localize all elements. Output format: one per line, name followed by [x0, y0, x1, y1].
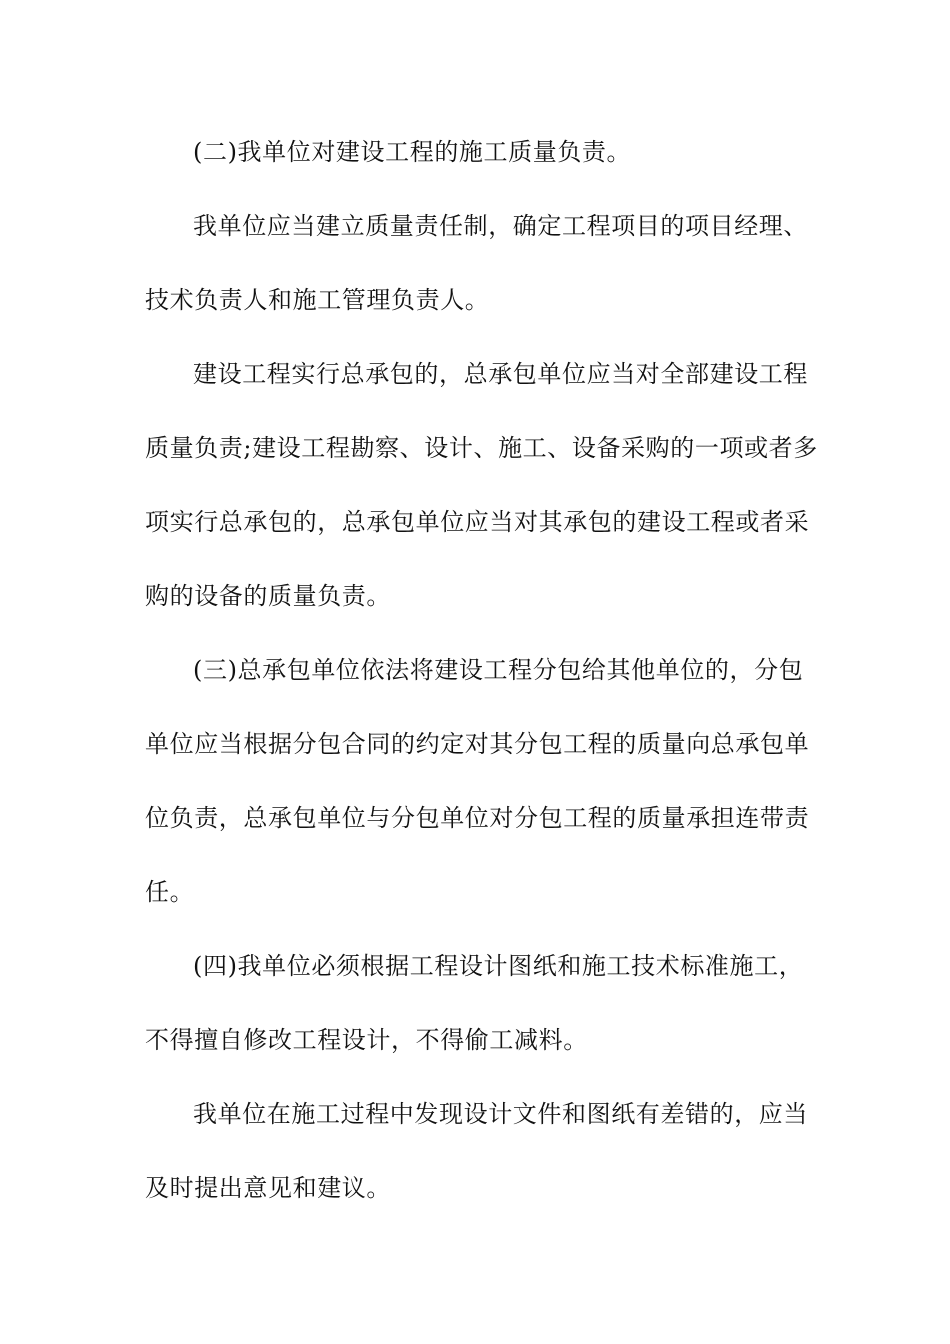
- paragraph-line: 项实行总承包的，总承包单位应当对其承包的建设工程或者采: [145, 508, 810, 536]
- paragraph-line: (四)我单位必须根据工程设计图纸和施工技术标准施工，: [193, 952, 804, 980]
- paragraph-line: (二)我单位对建设工程的施工质量负责。: [193, 138, 632, 166]
- paragraph-line: 质量负责;建设工程勘察、设计、施工、设备采购的一项或者多: [145, 434, 818, 462]
- paragraph-line: 单位应当根据分包合同的约定对其分包工程的质量向总承包单: [145, 730, 810, 758]
- paragraph-line: 及时提出意见和建议。: [145, 1174, 391, 1202]
- paragraph-line: 建设工程实行总承包的，总承包单位应当对全部建设工程: [193, 360, 808, 388]
- paragraph-line: 不得擅自修改工程设计，不得偷工减料。: [145, 1026, 588, 1054]
- document-page: [145, 0, 818, 1344]
- paragraph-line: (三)总承包单位依法将建设工程分包给其他单位的，分包: [193, 656, 804, 684]
- paragraph-line: 购的设备的质量负责。: [145, 582, 391, 610]
- paragraph-line: 我单位应当建立质量责任制，确定工程项目的项目经理、: [193, 212, 808, 240]
- paragraph-line: 我单位在施工过程中发现设计文件和图纸有差错的，应当: [193, 1100, 808, 1128]
- paragraph-line: 任。: [145, 878, 195, 906]
- paragraph-line: 技术负责人和施工管理负责人。: [145, 286, 490, 314]
- paragraph-line: 位负责，总承包单位与分包单位对分包工程的质量承担连带责: [145, 804, 810, 832]
